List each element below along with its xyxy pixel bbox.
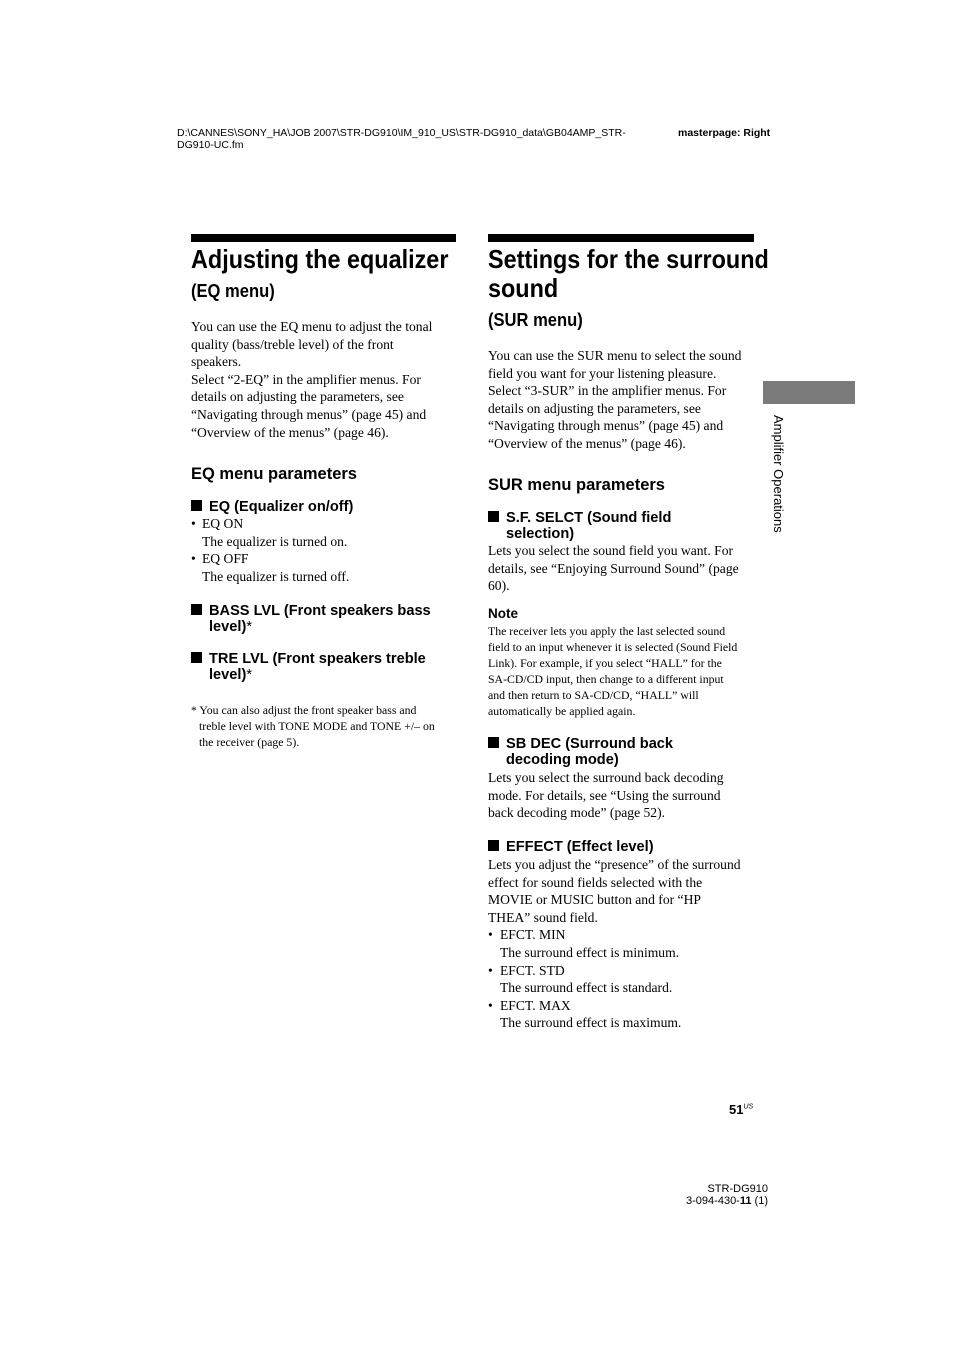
text-line: Select “2-EQ” in the amplifier menus. For (191, 371, 421, 387)
option-desc: The surround effect is standard. (500, 980, 673, 996)
effect-level-heading (488, 839, 654, 855)
heading-text: decoding mode) (506, 752, 619, 768)
list-item (488, 962, 763, 980)
section-rule-left (191, 234, 456, 242)
text-line: THEA” sound field. (488, 909, 598, 925)
page-region-suffix: US (743, 1103, 754, 1111)
text-line: back decoding mode” (page 52). (488, 805, 666, 821)
text-line: Lets you select the surround back decoding (488, 770, 724, 785)
side-section-label: Amplifier Operations (771, 415, 786, 533)
eq-onoff-heading (191, 499, 353, 515)
text-line: “Overview of the menus” (page 46). (191, 424, 389, 440)
section-title-surround (488, 245, 769, 303)
heading-text: EQ (Equalizer on/off) (209, 499, 354, 515)
page-number-value: 51 (729, 1102, 744, 1117)
asterisk-mark: * (246, 619, 253, 635)
option-desc: The surround effect is maximum. (500, 1015, 682, 1031)
bullet-icon: • (488, 962, 493, 978)
text-line: details on adjusting the parameters, see (488, 400, 701, 416)
text-line: effect for sound fields selected with the (488, 874, 703, 890)
sb-decoding-body (488, 769, 763, 822)
heading-text: SB DEC (Surround back (506, 736, 674, 752)
heading-text: EFFECT (Effect level) (506, 839, 654, 855)
section-rule-right (488, 234, 754, 242)
sb-decoding-heading (488, 736, 673, 768)
text-line: automatically be applied again. (488, 704, 636, 718)
page-number (729, 1102, 753, 1117)
model-name: STR-DG910 (707, 1183, 768, 1195)
option-label: EFCT. MIN (500, 927, 566, 943)
square-bullet-icon (488, 840, 499, 851)
option-label: EQ ON (202, 516, 244, 531)
list-item (191, 515, 461, 533)
text-line: “Navigating through menus” (page 45) and (191, 406, 427, 422)
asterisk-mark: * (246, 667, 253, 683)
text-line: * You can also adjust the front speaker bass and (191, 703, 417, 717)
text-line: You can use the EQ menu to adjust the tonal (191, 319, 433, 334)
text-line: 60). (488, 578, 510, 594)
sur-intro-paragraph (488, 347, 763, 453)
option-desc: The surround effect is minimum. (500, 944, 680, 960)
text-line: field you want for your listening pleasure. (488, 365, 717, 381)
text-line: treble level with TONE MODE and TONE +/– on (199, 719, 435, 733)
file-path-line2: DG910-UC.fm (177, 139, 244, 151)
bass-level-heading (191, 603, 431, 635)
option-label: EFCT. STD (500, 962, 565, 978)
text-line: You can use the SUR menu to select the sound (488, 348, 742, 363)
text-line: Link). For example, if you select “HALL” for the (488, 656, 722, 670)
square-bullet-icon (488, 737, 499, 748)
heading-text: BASS LVL (Front speakers bass (209, 603, 431, 619)
code-suffix: (1) (751, 1195, 768, 1207)
option-label: EFCT. MAX (500, 997, 571, 1013)
text-line: Lets you adjust the “presence” of the surround (488, 857, 741, 872)
bullet-icon: • (191, 551, 196, 567)
text-line: quality (bass/treble level) of the front (191, 336, 394, 352)
option-desc: The equalizer is turned on. (202, 533, 348, 549)
note-heading: Note (488, 606, 518, 621)
code-bold: 11 (739, 1195, 752, 1207)
text-line: field to an input whenever it is selected (Sound Field (488, 640, 738, 654)
file-path-header (177, 127, 626, 151)
heading-text: selection) (506, 526, 575, 542)
text-line: and then return to SA-CD/CD, “HALL” will (488, 688, 699, 702)
list-item (488, 926, 763, 944)
option-label: EQ OFF (202, 551, 249, 567)
footnote (191, 702, 466, 750)
list-item (191, 550, 461, 568)
text-line: “Overview of the menus” (page 46). (488, 435, 686, 451)
sound-field-body (488, 542, 763, 595)
text-line: the receiver (page 5). (199, 735, 300, 749)
text-line: “Navigating through menus” (page 45) and (488, 418, 724, 434)
text-line: mode. For details, see “Using the surround (488, 787, 721, 803)
square-bullet-icon (191, 500, 202, 511)
section-subtitle-eq-menu: (EQ menu) (191, 281, 275, 301)
eq-intro-paragraph (191, 318, 461, 441)
effect-level-body (488, 856, 763, 1032)
bullet-icon: • (488, 997, 493, 1013)
square-bullet-icon (191, 652, 202, 663)
eq-params-heading: EQ menu parameters (191, 465, 357, 483)
text-line: details on adjusting the parameters, see (191, 389, 404, 405)
option-desc: The equalizer is turned off. (202, 568, 350, 584)
model-code (640, 1195, 768, 1207)
text-line: SA-CD/CD input, then change to a different input (488, 672, 724, 686)
model-footer (640, 1183, 768, 1207)
text-line: MOVIE or MUSIC button and for “HP (488, 892, 701, 908)
heading-text: level) (209, 667, 247, 683)
masterpage-label: masterpage: Right (678, 127, 771, 139)
text-line: details, see “Enjoying Surround Sound” (page (488, 560, 739, 576)
text-line: The receiver lets you apply the last selected sound (488, 624, 726, 638)
sound-field-heading (488, 510, 671, 542)
heading-text: TRE LVL (Front speakers treble (209, 651, 426, 667)
treble-level-heading (191, 651, 426, 683)
bullet-icon: • (191, 516, 196, 531)
section-subtitle-sur-menu: (SUR menu) (488, 310, 583, 330)
heading-text: S.F. SELCT (Sound field (506, 510, 672, 526)
title-line: sound (488, 273, 559, 303)
section-title-equalizer: Adjusting the equalizer (191, 244, 449, 274)
heading-text: level) (209, 619, 247, 635)
side-tab-marker (763, 381, 855, 404)
list-item (488, 997, 763, 1015)
eq-options-list (191, 515, 461, 585)
square-bullet-icon (488, 511, 499, 522)
bullet-icon: • (488, 927, 493, 943)
text-line: speakers. (191, 354, 242, 370)
text-line: Lets you select the sound field you want. For (488, 543, 734, 558)
square-bullet-icon (191, 604, 202, 615)
sur-params-heading: SUR menu parameters (488, 476, 665, 494)
text-line: Select “3-SUR” in the amplifier menus. For (488, 383, 727, 399)
code-prefix: 3-094-430- (686, 1195, 740, 1207)
file-path-line1: D:\CANNES\SONY_HA\JOB 2007\STR-DG910\IM_910_US\STR-DG910_data\GB04AMP_STR- (177, 127, 626, 139)
title-line: Settings for the surround (488, 244, 769, 274)
note-body (488, 623, 763, 719)
